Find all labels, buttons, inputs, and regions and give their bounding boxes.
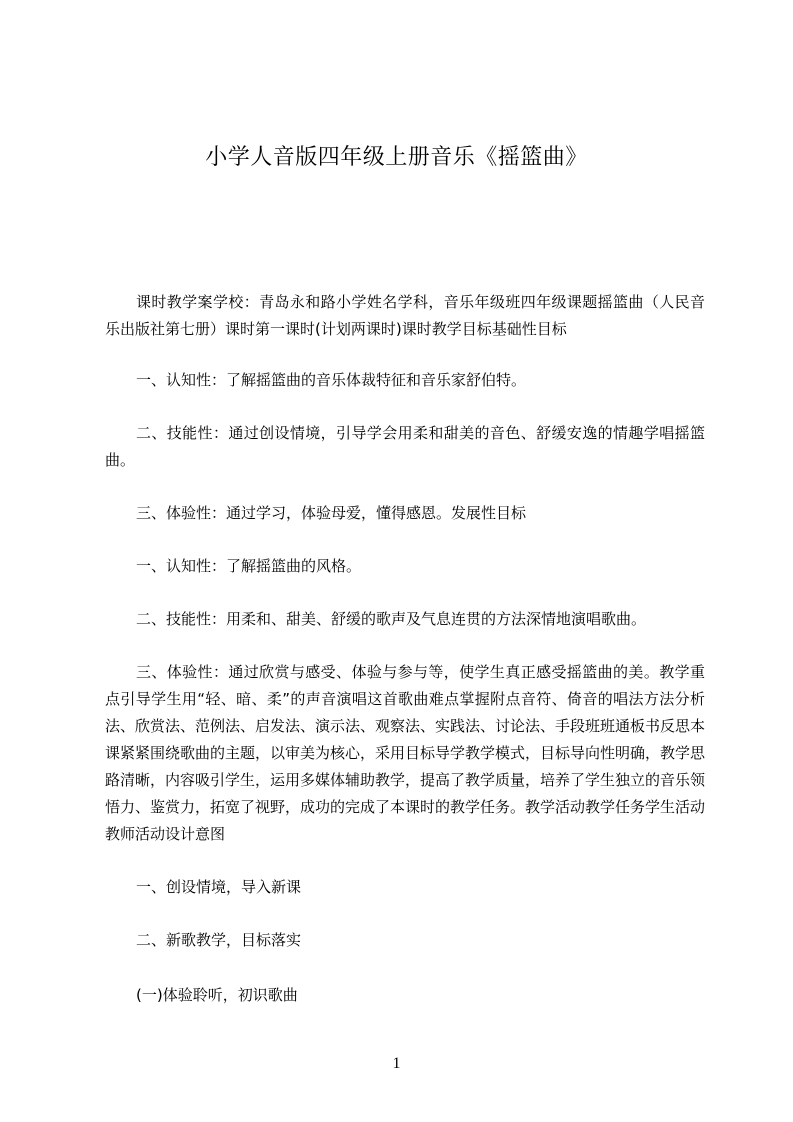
paragraph-substep-one: (一)体验聆听，初识歌曲 — [136, 986, 298, 1004]
paragraph-basic-goal-experience: 三、体验性：通过学习，体验母爱，懂得感恩。发展性目标 — [136, 504, 527, 522]
paragraph-lesson-info: 课时教学案学校：青岛永和路小学姓名学科，音乐年级班四年级课题摇篮曲（人民音乐出版社第七册）课时第一课时(计划两课时)课时教学目标基础性目标 — [105, 293, 705, 338]
paragraph-dev-goal-skill: 二、技能性：用柔和、甜美、舒缓的歌声及气息连贯的方法深情地演唱歌曲。 — [136, 610, 647, 628]
paragraph-basic-goal-skill: 二、技能性：通过创设情境，引导学会用柔和甜美的音色、舒缓安逸的情趣学唱摇篮曲。 — [105, 424, 705, 469]
paragraph-dev-goal-cognitive: 一、认知性：了解摇篮曲的风格。 — [136, 557, 362, 575]
paragraph-basic-goal-cognitive: 一、认知性：了解摇篮曲的音乐体裁特征和音乐家舒伯特。 — [136, 371, 527, 389]
page-number: 1 — [392, 1055, 401, 1072]
paragraph-step-one: 一、创设情境，导入新课 — [136, 878, 302, 896]
document-title: 小学人音版四年级上册音乐《摇篮曲》 — [205, 145, 588, 170]
paragraph-dev-goal-experience-and-reflection: 三、体验性：通过欣赏与感受、体验与参与等，使学生真正感受摇篮曲的美。教学重点引导学生用“轻、暗、柔”的声音演唱这首歌曲难点掌握附点音符、倚音的唱法方法分析法、欣赏法、范例法、启发法、演示法、观察法、实践法、讨论法、手段班班通板书反思本课紧紧围绕歌曲的主题，以审美为核心，采用目标导学教学模式，目标导向性明确，教学思路清晰，内容吸引学生，运用多媒体辅助教学，提高了教学质量，培养了学生独立的音乐领悟力、鉴赏力，拓宽了视野，成功的完成了本课时的教学任务。教学活动教学任务学生活动教师活动设计意图 — [105, 663, 706, 843]
paragraph-step-two: 二、新歌教学，目标落实 — [136, 931, 302, 949]
